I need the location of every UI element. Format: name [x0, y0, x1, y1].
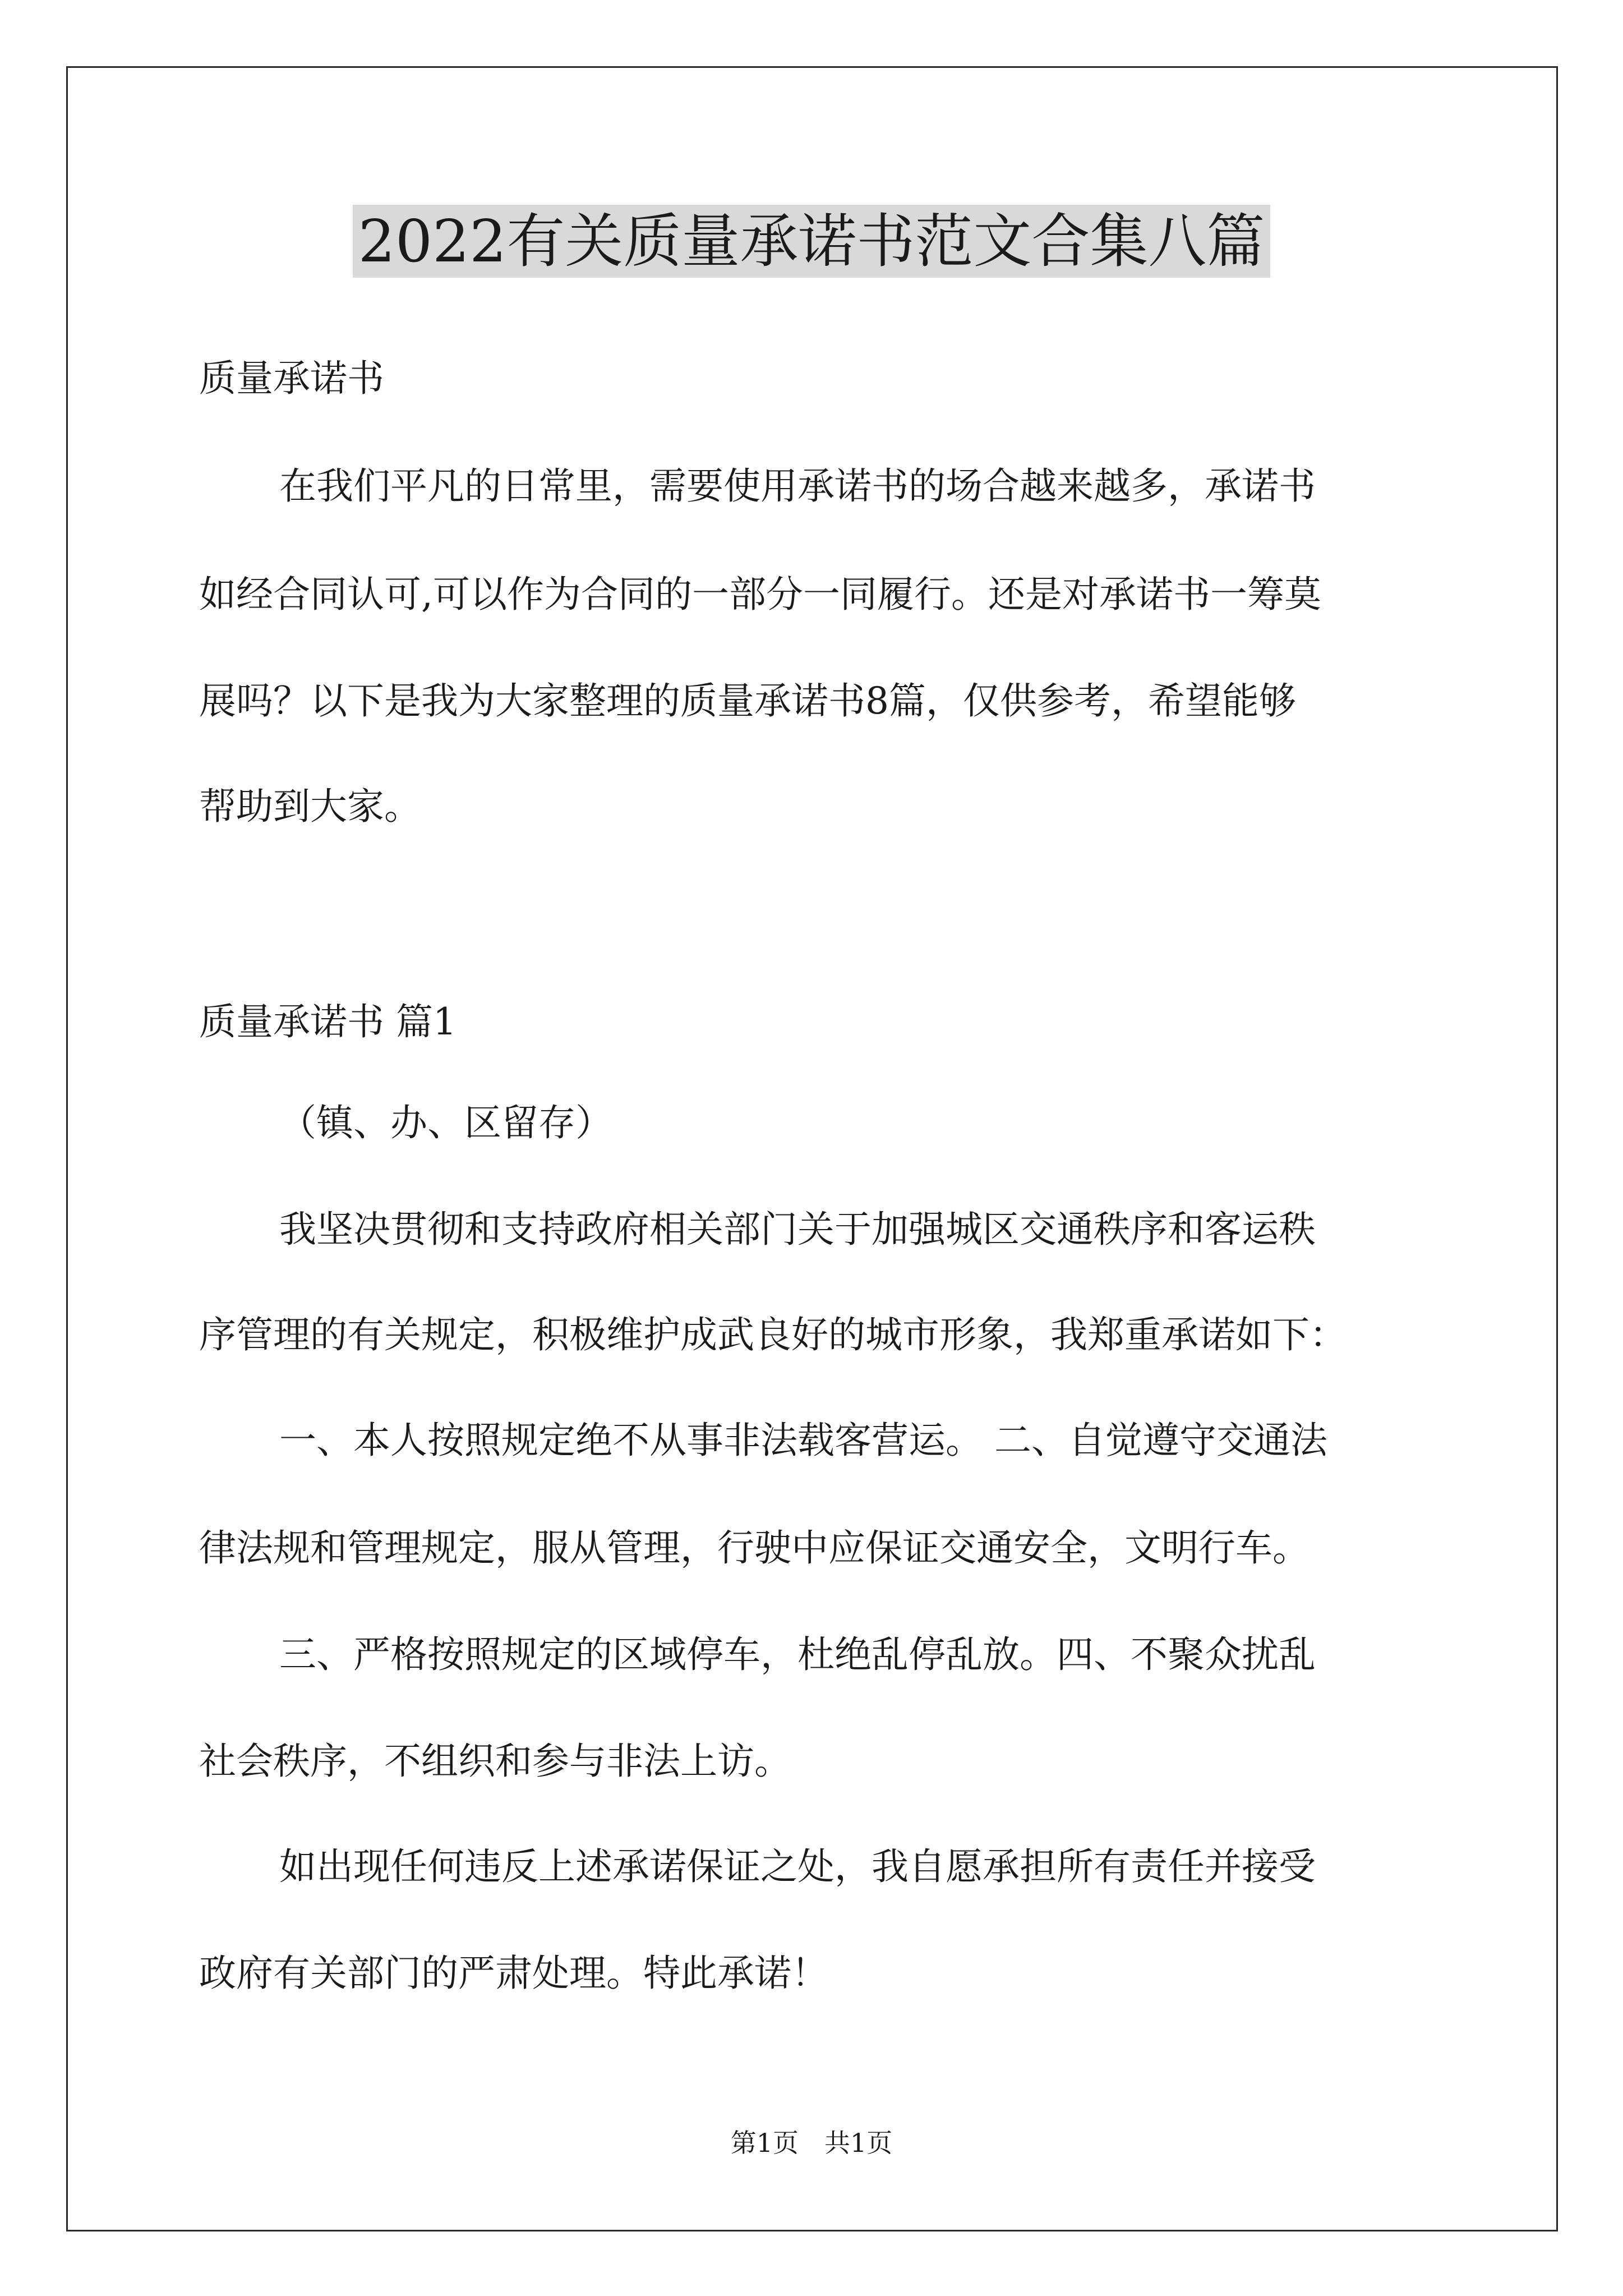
paragraph-line: 如经合同认可,可以作为合同的一部分一同履行。还是对承诺书一筹莫 — [199, 573, 1321, 616]
section-heading: 质量承诺书 篇1 — [199, 1000, 457, 1043]
paragraph-line: 序管理的有关规定，积极维护成武良好的城市形象，我郑重承诺如下： — [199, 1313, 1347, 1356]
paragraph-line: （镇、办、区留存） — [279, 1101, 612, 1144]
paragraph-line: 社会秩序，不组织和参与非法上访。 — [199, 1740, 791, 1783]
paragraph-line: 如出现任何违反上述承诺保证之处，我自愿承担所有责任并接受 — [279, 1845, 1316, 1888]
paragraph-line: 帮助到大家。 — [199, 785, 421, 828]
section-heading: 质量承诺书 — [199, 357, 384, 400]
paragraph-line: 在我们平凡的日常里，需要使用承诺书的场合越来越多，承诺书 — [279, 464, 1316, 508]
paragraph-line: 三、严格按照规定的区域停车，杜绝乱停乱放。四、不聚众扰乱 — [279, 1633, 1316, 1676]
paragraph-line: 我坚决贯彻和支持政府相关部门关于加强城区交通秩序和客运秩 — [279, 1208, 1316, 1251]
paragraph-line: 一、本人按照规定绝不从事非法载客营运。 二、自觉遵守交通法 — [279, 1419, 1327, 1462]
paragraph-line: 展吗？以下是我为大家整理的质量承诺书8篇，仅供参考，希望能够 — [199, 679, 1296, 723]
document-title — [0, 202, 1623, 280]
document-title-text: 2022有关质量承诺书范文合集八篇 — [353, 205, 1271, 278]
paragraph-line: 律法规和管理规定，服从管理，行驶中应保证交通安全，文明行车。 — [199, 1526, 1310, 1570]
page-footer: 第1页 共1页 — [730, 2128, 893, 2158]
paragraph-line: 政府有关部门的严肃处理。特此承诺！ — [199, 1952, 828, 1995]
